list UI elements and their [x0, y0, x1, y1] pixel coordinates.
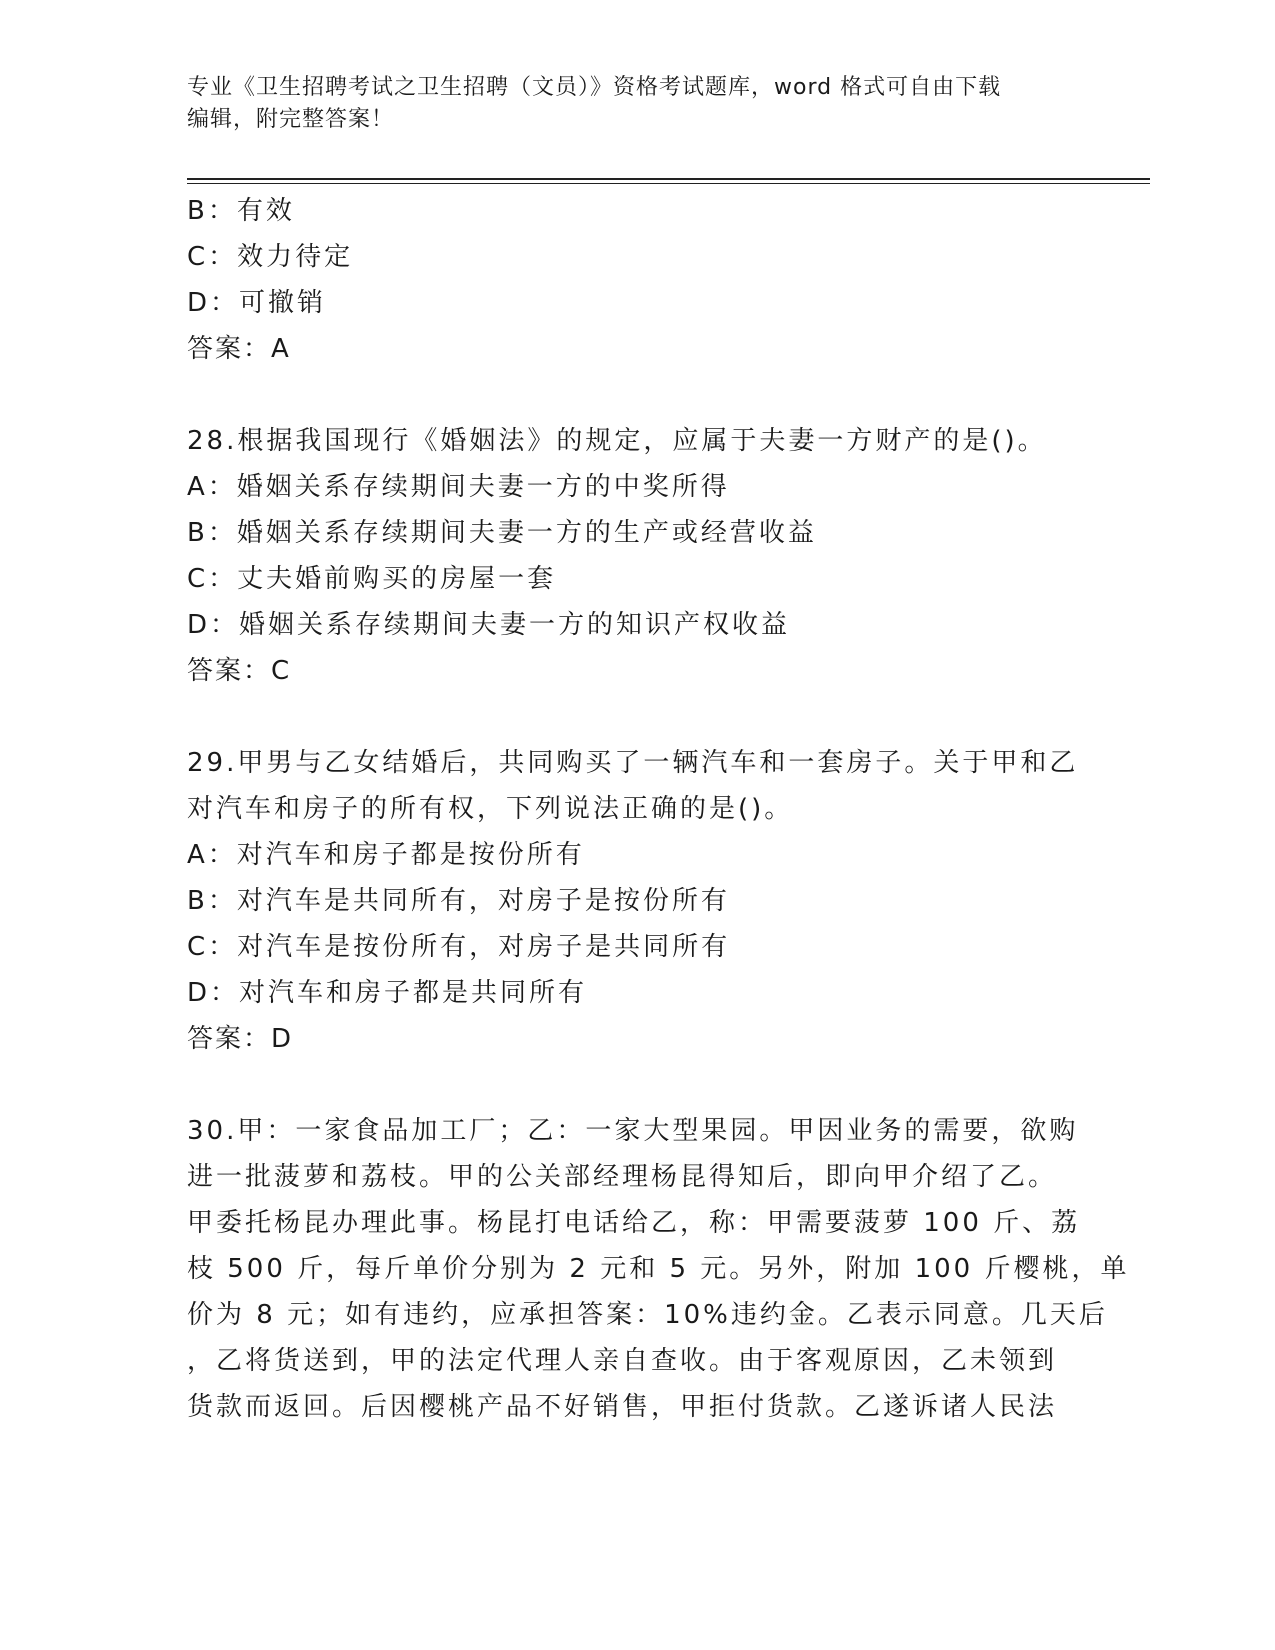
spacer: [187, 694, 1087, 740]
answer-label: 答案：D: [187, 1024, 294, 1054]
spacer: [187, 372, 1087, 418]
option-a: A：婚姻关系存续期间夫妻一方的中奖所得: [187, 472, 730, 502]
question-text-line-1: 30.甲：一家食品加工厂；乙：一家大型果园。甲因业务的需要，欲购: [187, 1116, 1079, 1146]
question-30: [187, 1108, 1130, 1430]
question-27: [187, 188, 1087, 372]
question-text: 28.根据我国现行《婚姻法》的规定，应属于夫妻一方财产的是()。: [187, 426, 1047, 456]
answer-label: 答案：C: [187, 656, 292, 686]
header-line-2: 编辑，附完整答案！: [187, 107, 395, 132]
option-d: D：可撤销: [187, 288, 327, 318]
option-c: C：丈夫婚前购买的房屋一套: [187, 564, 557, 594]
header-rule-thin: [187, 183, 1150, 184]
option-d: D：对汽车和房子都是共同所有: [187, 978, 588, 1008]
question-28: [187, 418, 1087, 694]
option-a: A：对汽车和房子都是按份所有: [187, 840, 585, 870]
option-b: B：婚姻关系存续期间夫妻一方的生产或经营收益: [187, 518, 817, 548]
question-text-line-1: 29.甲男与乙女结婚后，共同购买了一辆汽车和一套房子。关于甲和乙: [187, 748, 1079, 778]
option-b: B：有效: [187, 196, 295, 226]
question-text-line-7: 货款而返回。后因樱桃产品不好销售，甲拒付货款。乙遂诉诸人民法: [187, 1392, 1058, 1422]
question-text-line-6: ，乙将货送到，甲的法定代理人亲自查收。由于客观原因，乙未领到: [187, 1346, 1058, 1376]
question-text-line-3: 甲委托杨昆办理此事。杨昆打电话给乙，称：甲需要菠萝 100 斤、荔: [187, 1208, 1081, 1238]
question-content: [187, 188, 1130, 1430]
option-b: B：对汽车是共同所有，对房子是按份所有: [187, 886, 730, 916]
question-text-line-5: 价为 8 元；如有违约，应承担答案：10%违约金。乙表示同意。几天后: [187, 1300, 1108, 1330]
header-line-1: 专业《卫生招聘考试之卫生招聘（文员）》资格考试题库，word 格式可自由下载: [187, 75, 1002, 100]
question-text-line-2: 对汽车和房子的所有权，下列说法正确的是()。: [187, 794, 794, 824]
spacer: [187, 1062, 1087, 1108]
header-rule-thick: [187, 178, 1150, 180]
answer-label: 答案：A: [187, 334, 291, 364]
document-header: [187, 72, 1067, 136]
option-c: C：效力待定: [187, 242, 354, 272]
option-d: D：婚姻关系存续期间夫妻一方的知识产权收益: [187, 610, 791, 640]
question-text-line-4: 枝 500 斤，每斤单价分别为 2 元和 5 元。另外，附加 100 斤樱桃，单: [187, 1254, 1130, 1284]
question-29: [187, 740, 1087, 1062]
option-c: C：对汽车是按份所有，对房子是共同所有: [187, 932, 731, 962]
question-text-line-2: 进一批菠萝和荔枝。甲的公关部经理杨昆得知后，即向甲介绍了乙。: [187, 1162, 1058, 1192]
